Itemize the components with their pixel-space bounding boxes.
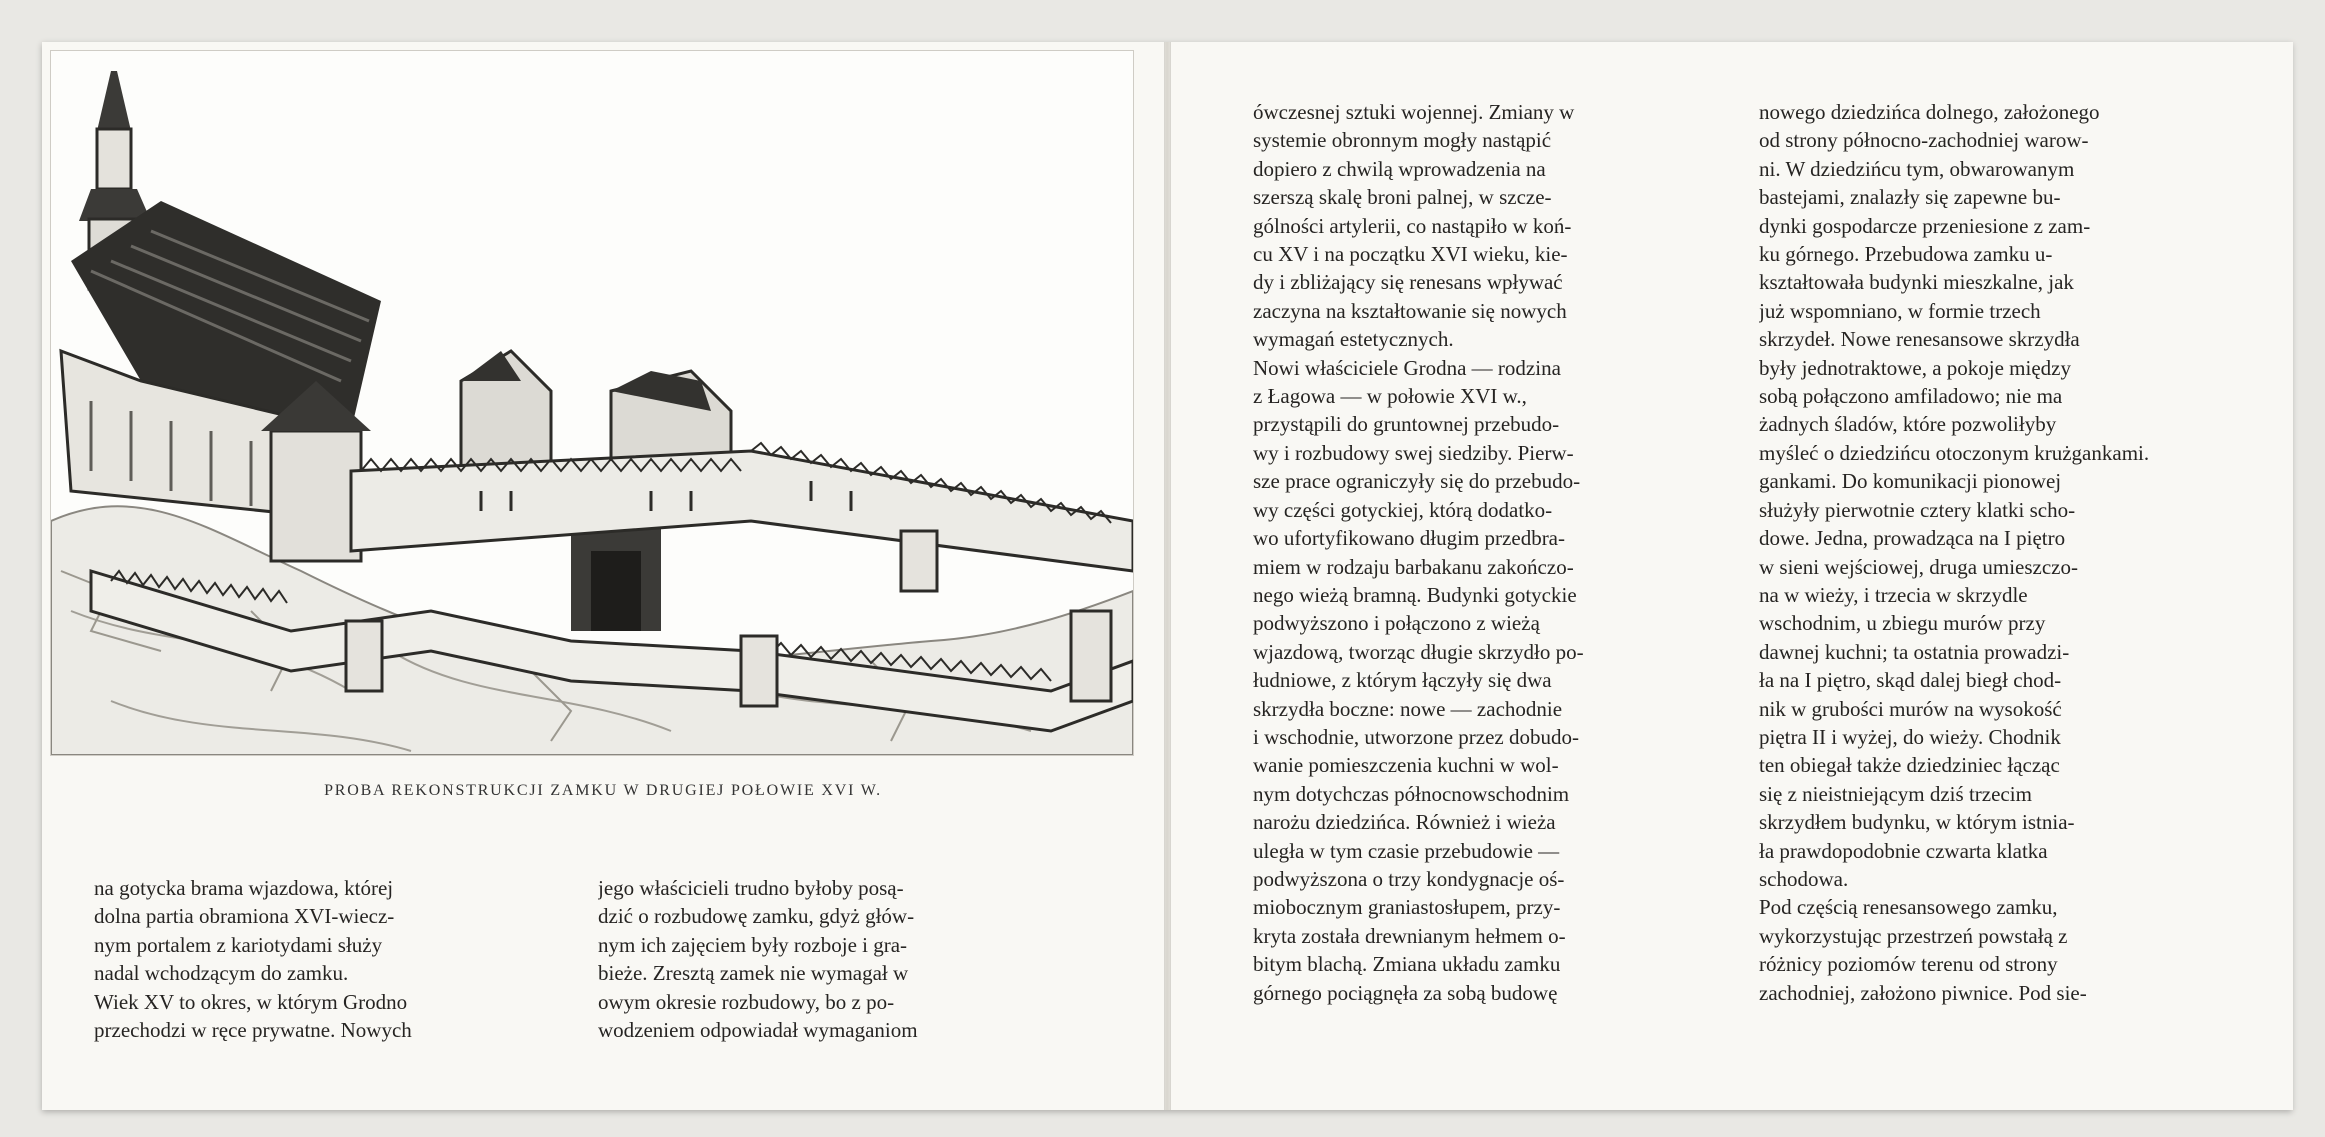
- text-line: nym dotychczas północnowschodnim: [1253, 781, 1570, 806]
- text-line: skrzydłem budynku, w którym istnia-: [1759, 810, 2075, 835]
- text-line: skrzydła boczne: nowe — zachodnie: [1253, 696, 1563, 721]
- text-line: wo ufortyfikowano długim przedbra-: [1253, 526, 1565, 551]
- text-line: gólności artylerii, co nastąpiło w koń-: [1253, 213, 1572, 238]
- text-line: służyły pierwotnie cztery klatki scho-: [1759, 497, 2076, 522]
- text-line: z Łagowa — w połowie XVI w.,: [1253, 384, 1527, 409]
- text-line: wjazdową, tworząc długie skrzydło po-: [1253, 639, 1584, 664]
- text-line: łudniowe, z którym łączyły się dwa: [1253, 668, 1552, 693]
- text-line: zaczyna na kształtowanie się nowych: [1253, 298, 1567, 323]
- text-line: jego właścicieli trudno byłoby posą-: [598, 876, 904, 900]
- text-line: Wiek XV to okres, w którym Grodno: [94, 989, 408, 1014]
- text-line: zachodniej, założono piwnice. Pod sie-: [1759, 980, 2087, 1005]
- text-line: cu XV i na początku XVI wieku, kie-: [1253, 242, 1568, 267]
- text-line: schodowa.: [1759, 866, 1849, 891]
- text-line: dy i zbliżający się renesans wpływać: [1253, 270, 1563, 295]
- right-page-column-1: [1253, 98, 1715, 1007]
- text-line: żadnych śladów, które pozwoliłyby: [1759, 412, 2057, 437]
- text-line: kryta została drewnianym hełmem o-: [1253, 923, 1566, 948]
- text-line: Nowi właściciele Grodna — rodzina: [1253, 355, 1561, 380]
- text-line: na w wieży, i trzecia w skrzydle: [1759, 582, 2028, 607]
- text-line: bitym blachą. Zmiana układu zamku: [1253, 952, 1561, 977]
- text-line: już wspomniano, w formie trzech: [1759, 298, 2041, 323]
- castle-drawing-svg: [51, 51, 1133, 755]
- left-page: [42, 42, 1165, 1110]
- text-line: górnego pociągnęła za sobą budowę: [1253, 980, 1558, 1005]
- text-line: dolna partia obramiona XVI-wiecz-: [94, 904, 395, 929]
- text-line: kształtowała budynki mieszkalne, jak: [1759, 270, 2074, 295]
- left-page-column-1: [94, 874, 618, 1044]
- text-line: ła prawdopodobnie czwarta klatka: [1759, 838, 2048, 863]
- text-line: podwyższona o trzy kondygnacje oś-: [1253, 866, 1565, 891]
- text-line: ła na I piętro, skąd dalej biegł chod-: [1759, 668, 2062, 693]
- text-line: piętra II i wyżej, do wieży. Chodnik: [1759, 724, 2061, 749]
- text-line: nym ich zajęciem były rozboje i gra-: [598, 932, 908, 957]
- text-line: wy części gotyckiej, którą dodatko-: [1253, 497, 1553, 522]
- text-line: nym portalem z kariotydami służy: [94, 932, 383, 957]
- text-line: gankami. Do komunikacji pionowej: [1759, 469, 2062, 494]
- right-page-column-2: [1759, 98, 2225, 1007]
- text-line: dopiero z chwilą wprowadzenia na: [1253, 156, 1546, 181]
- text-line: systemie obronnym mogły nastąpić: [1253, 128, 1552, 153]
- text-line: narożu dziedzińca. Również i wieża: [1253, 810, 1556, 835]
- text-line: przechodzi w ręce prywatne. Nowych: [94, 1018, 412, 1043]
- castle-reconstruction-drawing: [50, 50, 1134, 756]
- text-line: i wschodnie, utworzone przez dobudo-: [1253, 724, 1579, 749]
- text-line: skrzydeł. Nowe renesansowe skrzydła: [1759, 327, 2080, 352]
- text-line: szerszą skalę broni palnej, w szcze-: [1253, 185, 1552, 210]
- text-line: Pod częścią renesansowego zamku,: [1759, 895, 2058, 920]
- text-line: nowego dziedzińca dolnego, założonego: [1759, 100, 2100, 124]
- text-line: dzić o rozbudowę zamku, gdyż głów-: [598, 904, 915, 929]
- text-line: sze prace ograniczyły się do przebudo-: [1253, 469, 1581, 494]
- text-line: od strony północno-zachodniej warow-: [1759, 128, 2089, 153]
- text-line: były jednotraktowe, a pokoje między: [1759, 355, 2071, 380]
- text-line: nego wieżą bramną. Budynki gotyckie: [1253, 582, 1577, 607]
- book-spread: [42, 42, 2292, 1110]
- text-line: wanie pomieszczenia kuchni w wol-: [1253, 753, 1559, 778]
- text-line: myśleć o dziedzińcu otoczonym krużgankami.: [1759, 440, 2150, 465]
- text-line: wodzeniem odpowiadał wymaganiom: [598, 1018, 918, 1043]
- text-line: wschodnim, u zbiegu murów przy: [1759, 611, 2046, 636]
- text-line: się z nieistniejącym dziś trzecim: [1759, 781, 2032, 806]
- text-line: dynki gospodarcze przeniesione z zam-: [1759, 213, 2091, 238]
- text-line: nik w grubości murów na wysokość: [1759, 696, 2062, 721]
- text-line: miobocznym graniastosłupem, przy-: [1253, 895, 1561, 920]
- text-line: ówczesnej sztuki wojennej. Zmiany w: [1253, 100, 1575, 124]
- text-line: dawnej kuchni; ta ostatnia prowadzi-: [1759, 639, 2070, 664]
- text-line: na gotycka brama wjazdowa, której: [94, 876, 394, 900]
- illustration-caption: PROBA REKONSTRUKCJI ZAMKU W DRUGIEJ POŁOWIE XVI W.: [324, 782, 882, 799]
- text-line: dowe. Jedna, prowadząca na I piętro: [1759, 526, 2066, 551]
- text-line: wymagań estetycznych.: [1253, 327, 1454, 352]
- text-line: ni. W dziedzińcu tym, obwarowanym: [1759, 156, 2075, 181]
- text-line: ten obiegał także dziedziniec łącząc: [1759, 753, 2060, 778]
- text-line: ku górnego. Przebudowa zamku u-: [1759, 242, 2053, 267]
- text-line: bieże. Zresztą zamek nie wymagał w: [598, 961, 909, 986]
- text-line: wy i rozbudowy swej siedziby. Pierw-: [1253, 440, 1574, 465]
- text-line: podwyższono i połączono z wieżą: [1253, 611, 1540, 636]
- left-page-column-2: [598, 874, 1078, 1044]
- text-line: wykorzystując przestrzeń powstałą z: [1759, 923, 2068, 948]
- text-line: w sieni wejściowej, druga umieszczo-: [1759, 554, 2078, 579]
- text-line: nadal wchodzącym do zamku.: [94, 961, 349, 986]
- text-line: bastejami, znalazły się zapewne bu-: [1759, 185, 2061, 210]
- text-line: miem w rodzaju barbakanu zakończo-: [1253, 554, 1574, 579]
- text-line: uległa w tym czasie przebudowie —: [1253, 838, 1560, 863]
- text-line: przystąpili do gruntownej przebudo-: [1253, 412, 1560, 437]
- text-line: sobą połączono amfiladowo; nie ma: [1759, 384, 2063, 409]
- text-line: owym okresie rozbudowy, bo z po-: [598, 989, 895, 1014]
- text-line: różnicy poziomów terenu od strony: [1759, 952, 2058, 977]
- right-page: [1170, 42, 2293, 1110]
